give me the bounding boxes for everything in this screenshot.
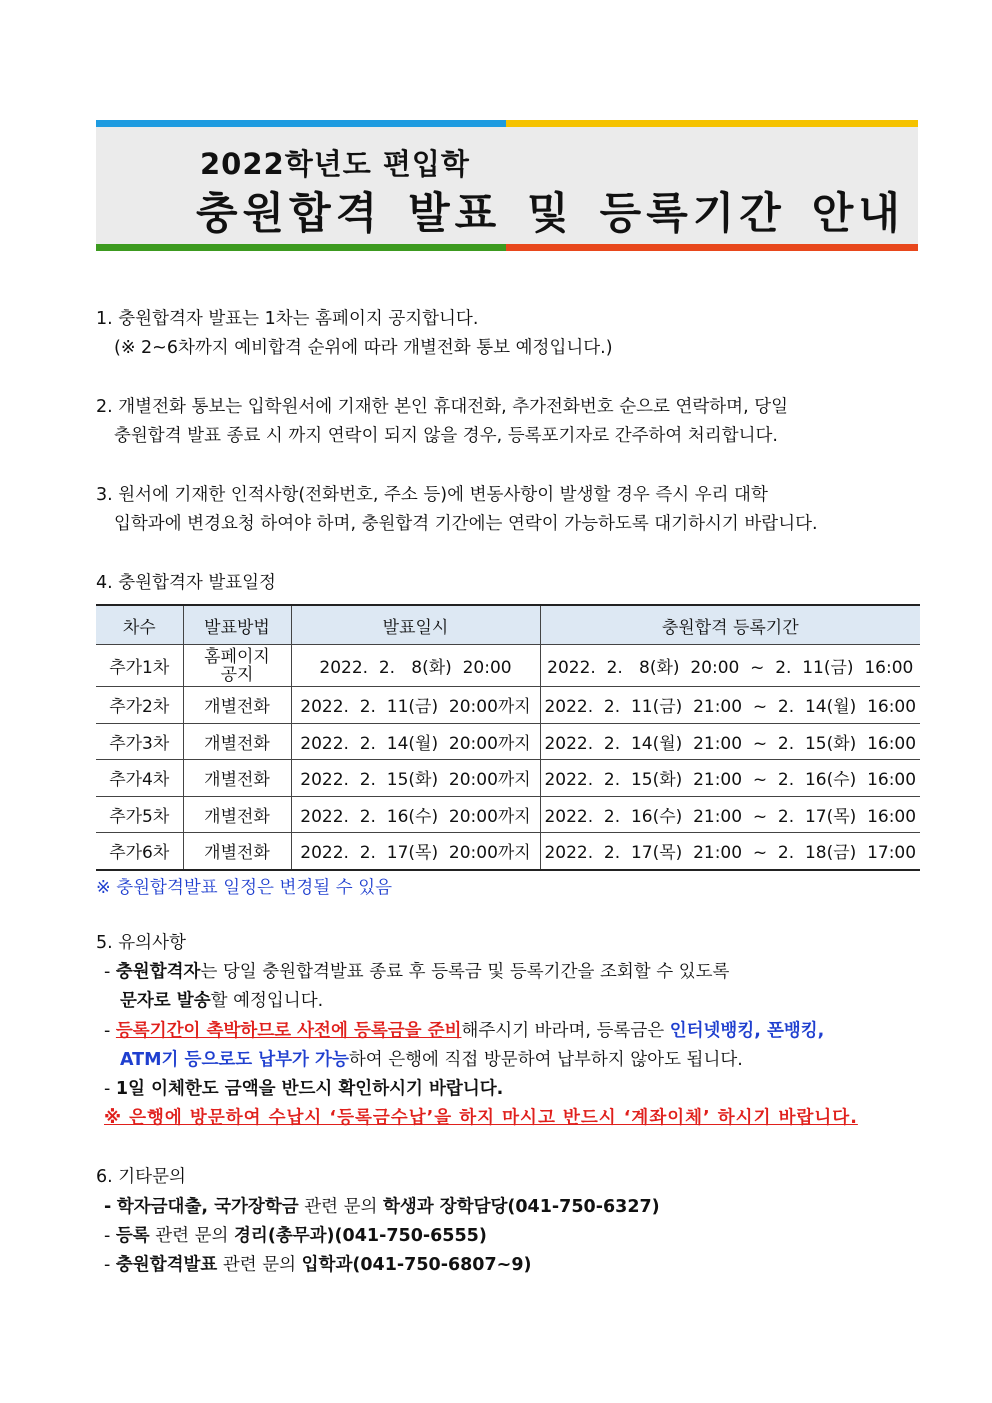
cell-method: 개별전화 [183, 723, 291, 760]
item-4-heading: 4. 충원합격자 발표일정 [96, 573, 276, 593]
banner-bar-top-left [96, 120, 506, 127]
notice-item-1-line-1 [104, 961, 729, 983]
col-header-method: 발표방법 [183, 605, 291, 645]
cell-method: 개별전화 [183, 760, 291, 797]
item-1-line-2: (※ 2~6차까지 예비합격 순위에 따라 개별전화 통보 예정입니다.) [114, 338, 613, 358]
list-dash: - [104, 1197, 112, 1217]
notice-item-4-warning: ※ 은행에 방문하여 수납시 ‘등록금수납’을 하지 마시고 반드시 ‘계좌이체’ 하시기 바랍니다. [104, 1108, 858, 1128]
notice-item-2b-blue: ATM기 등으로도 납부가 가능 [120, 1050, 349, 1070]
cell-period: 2022. 2. 15(화) 21:00 ~ 2. 16(수) 16:00 [540, 760, 920, 797]
contact-item-2-topic: 등록 [115, 1226, 150, 1246]
cell-round: 추가6차 [96, 833, 183, 870]
cell-period: 2022. 2. 14(월) 21:00 ~ 2. 15(화) 16:00 [540, 723, 920, 760]
table-row [96, 760, 920, 797]
cell-date: 2022. 2. 8(화) 20:00 [291, 645, 540, 687]
contact-item-2 [104, 1225, 487, 1247]
notice-item-2-text: 해주시기 바라며, 등록금은 [461, 1021, 670, 1041]
table-row [96, 645, 920, 687]
cell-method-line-1: 홈페이지 [204, 646, 270, 667]
contact-item-2-office: 경리(총무과)(041-750-6555) [234, 1226, 487, 1246]
cell-date: 2022. 2. 16(수) 20:00까지 [291, 796, 540, 833]
page-subtitle: 2022학년도 편입학 [200, 147, 470, 181]
cell-period: 2022. 2. 11(금) 21:00 ~ 2. 14(월) 16:00 [540, 687, 920, 724]
notice-heading: 5. 유의사항 [96, 933, 186, 953]
cell-date: 2022. 2. 15(화) 20:00까지 [291, 760, 540, 797]
notice-item-1-bold: 충원합격자 [115, 962, 201, 982]
item-1-line-1: 1. 충원합격자 발표는 1차는 홈페이지 공지합니다. [96, 309, 479, 329]
contact-heading: 6. 기타문의 [96, 1167, 186, 1187]
list-dash: - [104, 1079, 111, 1099]
cell-date: 2022. 2. 17(목) 20:00까지 [291, 833, 540, 870]
contact-item-2-mid: 관련 문의 [149, 1226, 235, 1246]
banner-bar-bottom-right [506, 244, 918, 251]
col-header-period: 충원합격 등록기간 [540, 605, 920, 645]
cell-round: 추가3차 [96, 723, 183, 760]
schedule-table [96, 604, 920, 871]
list-dash: - [104, 1226, 111, 1246]
title-banner [96, 120, 918, 251]
table-row [96, 687, 920, 724]
notice-item-2-red: 등록기간이 촉박하므로 사전에 등록금을 준비 [115, 1021, 462, 1041]
notice-item-2-line-1 [104, 1020, 824, 1042]
cell-date: 2022. 2. 11(금) 20:00까지 [291, 687, 540, 724]
notice-item-2b-text: 하여 은행에 직접 방문하여 납부하지 않아도 됩니다. [348, 1050, 743, 1070]
cell-period: 2022. 2. 16(수) 21:00 ~ 2. 17(목) 16:00 [540, 796, 920, 833]
table-row [96, 723, 920, 760]
banner-bar-bottom-left [96, 244, 506, 251]
cell-method [183, 645, 291, 687]
notice-item-1b-bold: 문자로 발송 [120, 991, 211, 1011]
contact-item-1-mid: 관련 문의 [298, 1197, 383, 1217]
cell-round: 추가2차 [96, 687, 183, 724]
table-row [96, 796, 920, 833]
cell-round: 추가1차 [96, 645, 183, 687]
cell-period: 2022. 2. 8(화) 20:00 ~ 2. 11(금) 16:00 [540, 645, 920, 687]
notice-item-3 [104, 1078, 503, 1100]
contact-item-1 [104, 1196, 660, 1218]
item-3-line-1: 3. 원서에 기재한 인적사항(전화번호, 주소 등)에 변동사항이 발생할 경우 즉시 우리 대학 [96, 485, 768, 505]
cell-method: 개별전화 [183, 796, 291, 833]
contact-item-3-topic: 충원합격발표 [115, 1255, 218, 1275]
table-header-row [96, 605, 920, 645]
notice-item-1b-text: 할 예정입니다. [210, 991, 324, 1011]
cell-round: 추가4차 [96, 760, 183, 797]
notice-item-3-text: 1일 이체한도 금액을 반드시 확인하시기 바랍니다. [115, 1079, 504, 1099]
contact-item-3 [104, 1254, 532, 1276]
item-2-line-1: 2. 개별전화 통보는 입학원서에 기재한 본인 휴대전화, 추가전화번호 순으로 연락하며, 당일 [96, 397, 789, 417]
list-dash: - [104, 962, 111, 982]
cell-round: 추가5차 [96, 796, 183, 833]
list-dash: - [104, 1255, 111, 1275]
page-title: 충원합격 발표 및 등록기간 안내 [196, 189, 905, 239]
contact-item-3-office: 입학과(041-750-6807~9) [301, 1255, 532, 1275]
item-3-line-2: 입학과에 변경요청 하여야 하며, 충원합격 기간에는 연락이 가능하도록 대기하시기 바랍니다. [114, 514, 818, 534]
cell-method: 개별전화 [183, 687, 291, 724]
cell-method: 개별전화 [183, 833, 291, 870]
notice-item-1-line-2 [120, 990, 323, 1012]
contact-item-1-office: 학생과 장학담당(041-750-6327) [382, 1197, 660, 1217]
cell-period: 2022. 2. 17(목) 21:00 ~ 2. 18(금) 17:00 [540, 833, 920, 870]
notice-item-1-text: 는 당일 충원합격발표 종료 후 등록금 및 등록기간을 조회할 수 있도록 [200, 962, 730, 982]
cell-date: 2022. 2. 14(월) 20:00까지 [291, 723, 540, 760]
col-header-date: 발표일시 [291, 605, 540, 645]
notice-item-2-blue: 인터넷뱅킹, 폰뱅킹, [669, 1021, 825, 1041]
col-header-round: 차수 [96, 605, 183, 645]
notice-item-2-line-2 [120, 1049, 743, 1071]
banner-bar-top-right [506, 120, 918, 127]
item-2-line-2: 충원합격 발표 종료 시 까지 연락이 되지 않을 경우, 등록포기자로 간주하여 처리합니다. [114, 426, 778, 446]
contact-item-1-topic: 학자금대출, 국가장학금 [116, 1197, 299, 1217]
table-row [96, 833, 920, 870]
contact-item-3-mid: 관련 문의 [217, 1255, 302, 1275]
list-dash: - [104, 1021, 111, 1041]
schedule-note: ※ 충원합격발표 일정은 변경될 수 있음 [96, 878, 393, 898]
cell-method-line-2: 공지 [220, 664, 254, 685]
